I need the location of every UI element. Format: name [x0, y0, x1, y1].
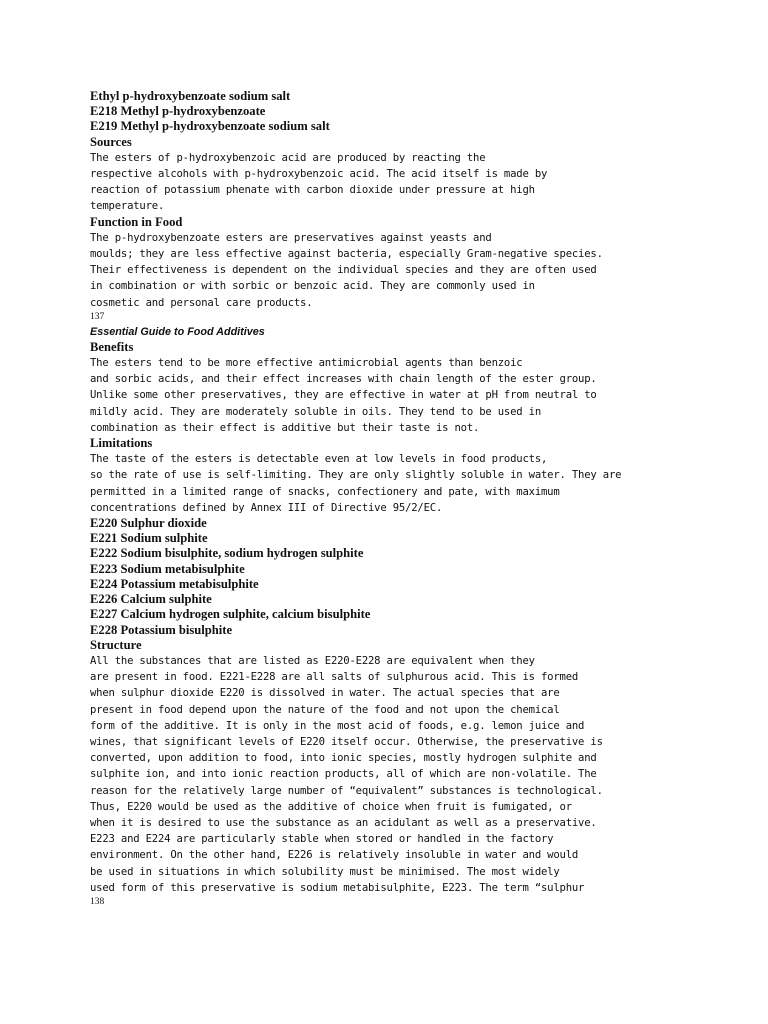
heading-group — [90, 340, 750, 355]
paragraph-line: respective alcohols with p-hydroxybenzoic acid. The acid itself is made by — [90, 168, 548, 181]
paragraph-line: combination as their effect is additive but their taste is not. — [90, 421, 480, 434]
page-number — [90, 896, 750, 909]
paragraph-line: E223 and E224 are particularly stable when stored or handled in the factory — [90, 833, 554, 846]
heading-line: E228 Potassium bisulphite — [90, 622, 233, 637]
paragraph-line: present in food depend upon the nature of the food and not upon the chemical — [90, 703, 560, 716]
paragraph — [90, 451, 750, 516]
paragraph-line: temperature. — [90, 200, 165, 213]
paragraph-line: All the substances that are listed as E220-E228 are equivalent when they — [90, 654, 535, 667]
heading-group — [90, 89, 750, 150]
paragraph-line: The esters tend to be more effective antimicrobial agents than benzoic — [90, 357, 523, 370]
heading-line: E220 Sulphur dioxide — [90, 516, 207, 531]
heading-group — [90, 436, 750, 451]
paragraph-line: be used in situations in which solubility must be minimised. The most widely — [90, 865, 560, 878]
heading-line: E218 Methyl p-hydroxybenzoate — [90, 104, 266, 119]
paragraph-line: The esters of p-hydroxybenzoic acid are produced by reacting the — [90, 151, 486, 164]
heading-group — [90, 516, 750, 653]
paragraph-line: when sulphur dioxide E220 is dissolved in water. The actual species that are — [90, 687, 560, 700]
heading-group — [90, 215, 750, 230]
paragraph-line: moulds; they are less effective against bacteria, especially Gram-negative species. — [90, 248, 603, 261]
running-header — [90, 324, 750, 340]
heading-line: E221 Sodium sulphite — [90, 531, 208, 546]
paragraph-line: sulphite ion, and into ionic reaction products, all of which are non-volatile. The — [90, 768, 597, 781]
heading-line: Ethyl p-hydroxybenzoate sodium salt — [90, 89, 291, 103]
heading-line: Sources — [90, 134, 132, 149]
heading-line: Benefits — [90, 339, 134, 354]
paragraph-line: The p-hydroxybenzoate esters are preservatives against yeasts and — [90, 231, 492, 244]
paragraph-line: cosmetic and personal care products. — [90, 296, 313, 309]
paragraph-line: Thus, E220 would be used as the additive of choice when fruit is fumigated, or — [90, 800, 572, 813]
paragraph-line: are present in food. E221-E228 are all salts of sulphurous acid. This is formed — [90, 671, 579, 684]
paragraph-line: converted, upon addition to food, into ionic species, mostly hydrogen sulphite and — [90, 752, 597, 765]
paragraph-line: in combination or with sorbic or benzoic acid. They are commonly used in — [90, 280, 535, 293]
paragraph-line: The taste of the esters is detectable even at low levels in food products, — [90, 453, 548, 466]
paragraph-line: so the rate of use is self-limiting. They are only slightly soluble in water. They are — [90, 469, 622, 482]
heading-line: Limitations — [90, 436, 153, 451]
heading-line: E227 Calcium hydrogen sulphite, calcium bisulphite — [90, 607, 371, 622]
page-number — [90, 311, 750, 324]
paragraph-line: Their effectiveness is dependent on the individual species and they are often used — [90, 264, 597, 277]
page-number: 137 — [90, 311, 105, 322]
paragraph-line: reaction of potassium phenate with carbon dioxide under pressure at high — [90, 184, 535, 197]
paragraph-line: when it is desired to use the substance as an acidulant as well as a preservative. — [90, 816, 597, 829]
paragraph-line: mildly acid. They are moderately soluble in oils. They tend to be used in — [90, 405, 541, 418]
heading-line: E219 Methyl p-hydroxybenzoate sodium salt — [90, 119, 330, 134]
paragraph-line: form of the additive. It is only in the most acid of foods, e.g. lemon juice and — [90, 719, 585, 732]
paragraph-line: environment. On the other hand, E226 is relatively insoluble in water and would — [90, 849, 579, 862]
paragraph-line: concentrations defined by Annex III of Directive 95/2/EC. — [90, 501, 443, 514]
heading-line: E223 Sodium metabisulphite — [90, 561, 245, 576]
paragraph — [90, 355, 750, 436]
paragraph — [90, 150, 750, 215]
paragraph — [90, 230, 750, 311]
heading-line: Structure — [90, 637, 142, 652]
heading-line: E222 Sodium bisulphite, sodium hydrogen sulphite — [90, 546, 364, 561]
document-page — [90, 89, 750, 909]
paragraph-line: reason for the relatively large number of “equivalent” substances is technological. — [90, 784, 603, 797]
paragraph-line: wines, that significant levels of E220 itself occur. Otherwise, the preservative is — [90, 735, 603, 748]
paragraph-line: Unlike some other preservatives, they are effective in water at pH from neutral to — [90, 389, 597, 402]
paragraph-line: and sorbic acids, and their effect increases with chain length of the ester group. — [90, 373, 597, 386]
paragraph — [90, 653, 750, 896]
running-header: Essential Guide to Food Additives — [90, 325, 265, 338]
heading-line: Function in Food — [90, 214, 183, 229]
heading-line: E224 Potassium metabisulphite — [90, 576, 259, 591]
heading-line: E226 Calcium sulphite — [90, 592, 212, 607]
page-number: 138 — [90, 896, 105, 907]
paragraph-line: used form of this preservative is sodium metabisulphite, E223. The term “sulphur — [90, 881, 585, 894]
paragraph-line: permitted in a limited range of snacks, confectionery and pate, with maximum — [90, 485, 560, 498]
